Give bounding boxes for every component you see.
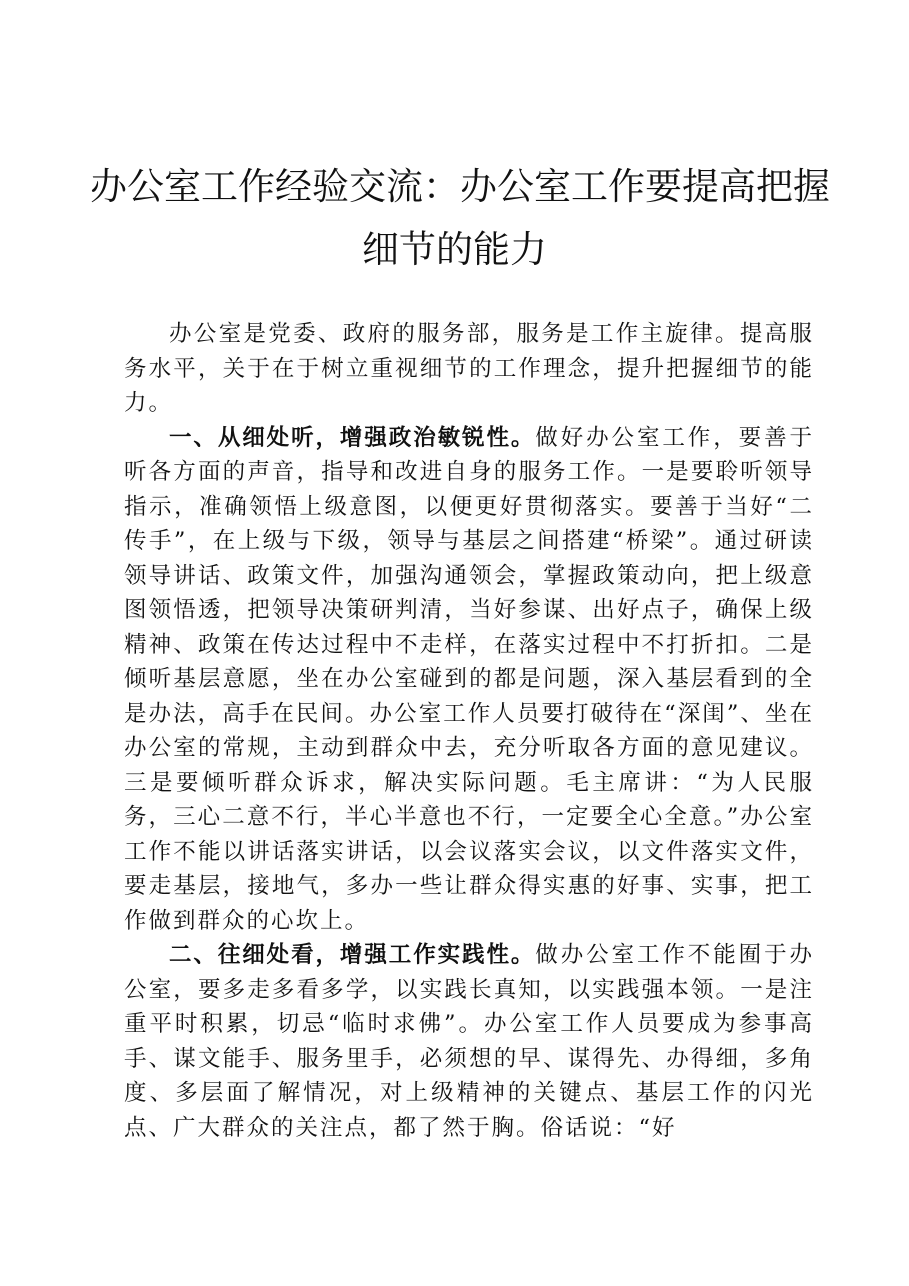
intro-paragraph-text: 办公室是党委、政府的服务部，服务是工作主旋律。提高服务水平，关于在于树立重视细节的工作理念，提升把握细节的能力。: [124, 321, 814, 416]
document-title-line-2: 细节的能力: [362, 228, 547, 271]
intro-paragraph: [124, 317, 814, 421]
section-2-text: 做办公室工作不能囿于办公室，要多走多看多学，以实践长真知，以实践强本领。一是注重平时积累，切忌“临时求佛”。办公室工作人员要成为参事高手、谋文能手、服务里手，必须想的早、谋得先、办得细，多角度、多层面了解情况，对上级精神的关键点、基层工作的闪光点、广大群众的关注点，都了然于胸。俗话说：“好: [124, 942, 814, 1141]
section-1-heading: 一、从细处听，增强政治敏锐性。: [169, 424, 536, 451]
section-1-paragraph: [124, 421, 814, 939]
document-title-line-1: 办公室工作经验交流：办公室工作要提高把握: [90, 165, 830, 208]
section-1-text: 做好办公室工作，要善于听各方面的声音，指导和改进自身的服务工作。一是要聆听领导指示，准确领悟上级意图，以便更好贯彻落实。要善于当好“二传手”，在上级与下级，领导与基层之间搭建“桥梁”。通过研读领导讲话、政策文件，加强沟通领会，掌握政策动向，把上级意图领悟透，把领导决策研判清，当好参谋、出好点子，确保上级精神、政策在传达过程中不走样，在落实过程中不打折扣。二是倾听基层意愿，坐在办公室碰到的都是问题，深入基层看到的全是办法，高手在民间。办公室工作人员要打破待在“深闺”、坐在办公室的常规，主动到群众中去，充分听取各方面的意见建议。三是要倾听群众诉求，解决实际问题。毛主席讲：“为人民服务，三心二意不行，半心半意也不行，一定要全心全意。”办公室工作不能以讲话落实讲话，以会议落实会议，以文件落实文件，要走基层，接地气，多办一些让群众得实惠的好事、实事，把工作做到群众的心坎上。: [124, 424, 814, 934]
section-2-paragraph: [124, 938, 814, 1145]
section-2-heading: 二、往细处看，增强工作实践性。: [169, 942, 536, 968]
document-body: [124, 317, 814, 1145]
